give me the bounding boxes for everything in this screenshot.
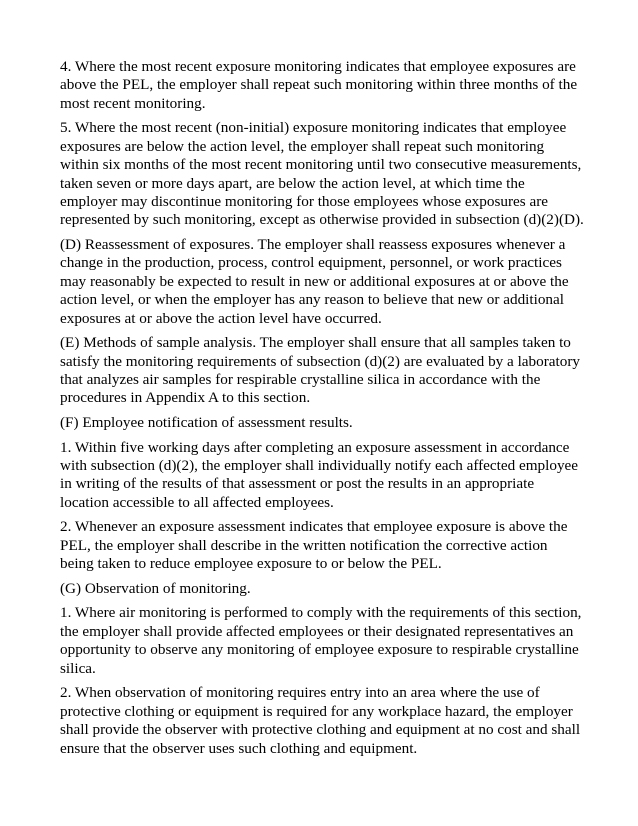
document-page [60,58,584,764]
paragraph-notification-within-five-days: 1. Within five working days after completing an exposure assessment in accordance with subsection (d)(2), the employer shall individually notify each affected employee in writing of the results of that assessment or post the results in an appropriate location accessible to all affected employees. [60,438,579,511]
paragraph-notification-corrective-action: 2. Whenever an exposure assessment indicates that employee exposure is above the PEL, the employer shall describe in the written notification the corrective action being taken to reduce employee exposure to or below the PEL. [60,518,568,573]
paragraph-observation-protective-clothing: 2. When observation of monitoring requires entry into an area where the use of protective clothing or equipment is required for any workplace hazard, the employer shall provide the observer with protective clothing and equipment at no cost and shall ensure that the observer uses such clothing and equipment. [60,684,581,757]
heading-observation-of-monitoring: (G) Observation of monitoring. [60,579,251,597]
paragraph-reassessment-of-exposures: (D) Reassessment of exposures. The employer shall reassess exposures whenever a change in the production, process, control equipment, personnel, or work practices may reasonably be expected to result in new or additional exposures at or above the action level, or when the employer has any reason to believe that new or additional exposures at or above the action level have occurred. [60,236,569,327]
paragraph-methods-of-sample-analysis: (E) Methods of sample analysis. The employer shall ensure that all samples taken to satisfy the monitoring requirements of subsection (d)(2) are evaluated by a laboratory that analyzes air samples for respirable crystalline silica in accordance with the procedures in Appendix A to this section. [60,334,581,407]
paragraph-observation-opportunity: 1. Where air monitoring is performed to comply with the requirements of this section, the employer shall provide affected employees or their designated representatives an opportunity to observe any monitoring of employee exposure to respirable crystalline silica. [60,604,582,677]
heading-employee-notification: (F) Employee notification of assessment results. [60,414,353,432]
paragraph-monitoring-above-pel: 4. Where the most recent exposure monitoring indicates that employee exposures are above the PEL, the employer shall repeat such monitoring within three months of the most recent monitoring. [60,58,578,112]
paragraph-monitoring-below-action-level: 5. Where the most recent (non-initial) exposure monitoring indicates that employee exposures are below the action level, the employer shall repeat such monitoring within six months of the most recent monitoring until two consecutive measurements, taken seven or more days apart, are below the action level, at which time the employer may discontinue monitoring for those employees whose exposures are represented by such monitoring, except as otherwise provided in subsection (d)(2)(D). [60,119,584,229]
